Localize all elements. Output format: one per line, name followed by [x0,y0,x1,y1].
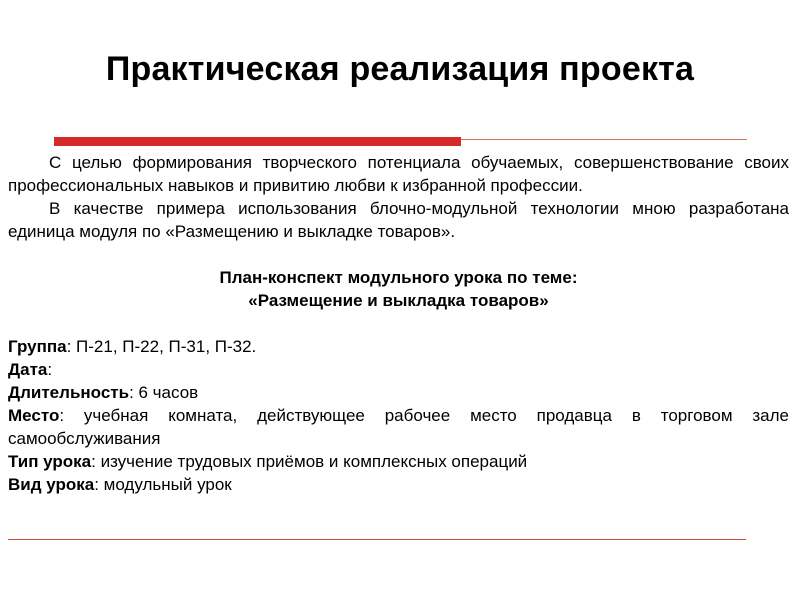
field-date-value: : [47,360,53,379]
field-lesson-type [8,450,789,473]
field-duration-value: : 6 часов [129,383,199,402]
field-group-label: Группа [8,337,67,356]
plan-heading-line-1: План-конспект модульного урока по теме: [219,268,578,287]
title-underline-thick [54,137,461,146]
spacer [8,312,789,335]
intro-paragraph: С целью формирования творческого потенциала обучаемых, совершенствование своих профессиональных навыков и привитию любви к избранной профессии. [8,153,789,195]
slide-content [8,151,789,496]
field-place-label: Место [8,406,60,425]
field-date-label: Дата [8,360,48,379]
field-date [8,358,789,381]
field-lesson-kind-label: Вид урока [8,475,95,494]
field-duration-label: Длительность [8,383,130,402]
field-lesson-kind [8,473,789,496]
field-group [8,335,789,358]
field-group-value: : П-21, П-22, П-31, П-32. [66,337,257,356]
field-lesson-kind-value: : модульный урок [94,475,232,494]
plan-heading-line-2: «Размещение и выкладка товаров» [248,291,549,310]
field-place [8,404,789,450]
bottom-rule [8,539,746,540]
field-duration [8,381,789,404]
field-place-value: : учебная комната, действующее рабочее место продавца в торговом зале самообслуживания [8,406,789,448]
field-lesson-type-value: : изучение трудовых приёмов и комплексных операций [91,452,528,471]
field-lesson-type-label: Тип урока [8,452,92,471]
title-underline-thin [461,139,747,140]
slide-title: Практическая реализация проекта [105,50,695,88]
spacer [8,243,789,266]
example-paragraph: В качестве примера использования блочно-модульной технологии мною разработана единица модуля по «Размещению и выкладке товаров». [8,199,789,241]
